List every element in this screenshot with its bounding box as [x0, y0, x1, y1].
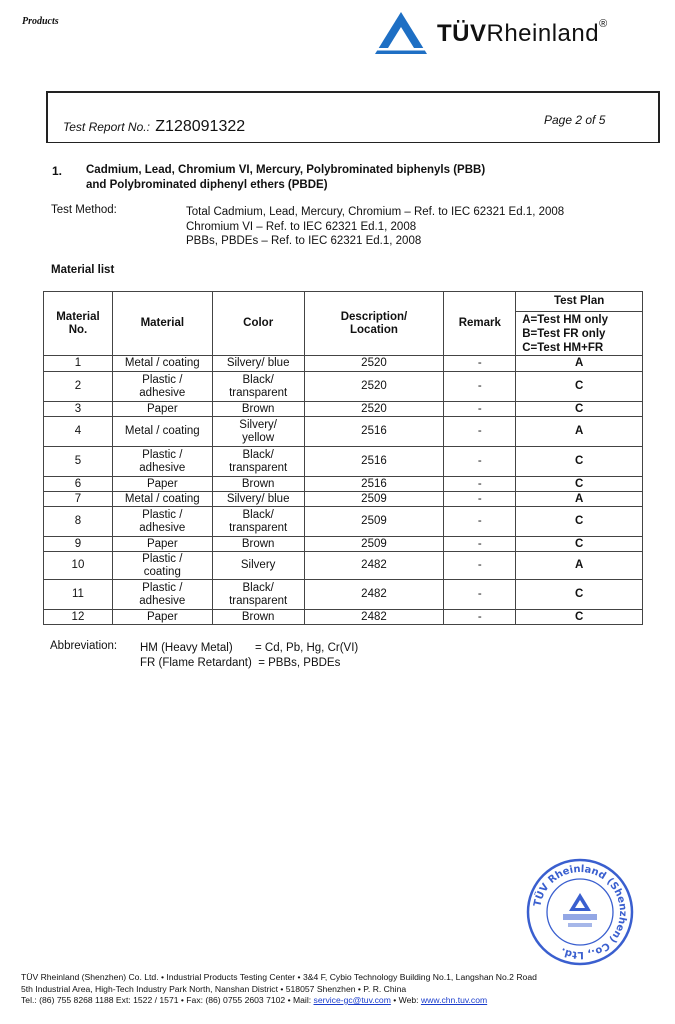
table-row: [44, 580, 643, 610]
cell-material: Metal / coating: [112, 356, 212, 372]
cell-no: 11: [44, 580, 113, 610]
cell-description: 2520: [304, 356, 444, 372]
cell-remark: -: [444, 552, 516, 580]
col-header-no: Material No.: [44, 292, 113, 356]
cell-description: 2516: [304, 417, 444, 447]
cell-test-plan: A: [516, 492, 643, 507]
cell-remark: -: [444, 537, 516, 552]
table-row: [44, 477, 643, 492]
test-method-lines: Total Cadmium, Lead, Mercury, Chromium – Ref. to IEC 62321 Ed.1, 2008 Chromium VI – Ref. to IEC 62321 Ed.1, 2008 PBBs, PBDEs – Ref. to IEC 62321 Ed.1, 2008: [186, 206, 565, 247]
cell-description: 2509: [304, 492, 444, 507]
cell-description: 2482: [304, 610, 444, 625]
cell-remark: -: [444, 447, 516, 477]
cell-color: Brown: [212, 537, 304, 552]
cell-test-plan: C: [516, 580, 643, 610]
cell-color: Brown: [212, 610, 304, 625]
abbreviation-list: HM (Heavy Metal) = Cd, Pb, Hg, Cr(VI) FR (Flame Retardant) = PBBs, PBDEs: [140, 642, 359, 669]
tuv-logo: [373, 8, 643, 58]
cell-test-plan: C: [516, 447, 643, 477]
report-number: Z128091322: [155, 118, 246, 135]
section-number: 1.: [52, 164, 63, 178]
cell-test-plan: C: [516, 402, 643, 417]
cell-no: 1: [44, 356, 113, 372]
cell-test-plan: A: [516, 552, 643, 580]
cell-remark: -: [444, 417, 516, 447]
section-title: Cadmium, Lead, Chromium VI, Mercury, Polybrominated biphenyls (PBB) and Polybrominated diphenyl ethers (PBDE): [86, 164, 486, 191]
cell-test-plan: C: [516, 507, 643, 537]
cell-material: Plastic / adhesive: [112, 447, 212, 477]
table-row: [44, 507, 643, 537]
cell-no: 5: [44, 447, 113, 477]
table-row: [44, 447, 643, 477]
cell-no: 6: [44, 477, 113, 492]
cell-material: Plastic / adhesive: [112, 507, 212, 537]
cell-color: Silvery/ yellow: [212, 417, 304, 447]
cell-remark: -: [444, 356, 516, 372]
table-row: [44, 372, 643, 402]
material-list-title: Material list: [51, 264, 115, 276]
col-header-color: Color: [212, 292, 304, 356]
cell-no: 8: [44, 507, 113, 537]
cell-color: Silvery/ blue: [212, 356, 304, 372]
cell-remark: -: [444, 610, 516, 625]
cell-description: 2516: [304, 447, 444, 477]
col-header-material: Material: [112, 292, 212, 356]
cell-material: Paper: [112, 477, 212, 492]
cell-color: Black/ transparent: [212, 507, 304, 537]
cell-no: 10: [44, 552, 113, 580]
footer-address: TÜV Rheinland (Shenzhen) Co. Ltd. • Industrial Products Testing Center • 3&4 F, Cybio Technology Building No.1, Langshan No.2 Road 5th Industrial Area, High-Tech Industry Park North, Nanshan District • 518057 Shenzhen • P. R. China Tel.: (86) 755 8268 1188 Ext: 1522 / 1571 • Fax: (86) 0755 2603 7102 • Mail: service-gc@tuv.com • Web: www.chn.tuv.com: [21, 972, 537, 1005]
page-indicator: Page 2 of 5: [544, 113, 606, 127]
mail-link[interactable]: service-gc@tuv.com: [313, 995, 391, 1005]
cell-no: 4: [44, 417, 113, 447]
col-header-test-plan: Test Plan A=Test HM only B=Test FR only C=Test HM+FR: [516, 292, 643, 356]
cell-color: Silvery/ blue: [212, 492, 304, 507]
cell-remark: -: [444, 402, 516, 417]
cell-material: Plastic / adhesive: [112, 372, 212, 402]
test-method-label: Test Method:: [51, 204, 117, 216]
cell-description: 2482: [304, 552, 444, 580]
cell-test-plan: C: [516, 477, 643, 492]
table-row: [44, 537, 643, 552]
cell-color: Brown: [212, 477, 304, 492]
cell-test-plan: A: [516, 417, 643, 447]
cell-description: 2509: [304, 507, 444, 537]
cell-material: Plastic / adhesive: [112, 580, 212, 610]
web-link[interactable]: www.chn.tuv.com: [420, 995, 488, 1005]
cell-no: 3: [44, 402, 113, 417]
brand-name: TÜVRheinland®: [437, 18, 608, 47]
cell-description: 2520: [304, 372, 444, 402]
cell-material: Paper: [112, 402, 212, 417]
cell-material: Paper: [112, 610, 212, 625]
cell-material: Plastic / coating: [112, 552, 212, 580]
cell-remark: -: [444, 372, 516, 402]
cell-test-plan: C: [516, 372, 643, 402]
table-row: [44, 492, 643, 507]
cell-no: 7: [44, 492, 113, 507]
cell-material: Metal / coating: [112, 417, 212, 447]
cell-remark: -: [444, 507, 516, 537]
cell-color: Silvery: [212, 552, 304, 580]
cell-material: Paper: [112, 537, 212, 552]
table-row: [44, 552, 643, 580]
cell-no: 2: [44, 372, 113, 402]
cell-no: 12: [44, 610, 113, 625]
svg-text:TÜV Rheinland (Shenzhen) Co.,: TÜV Rheinland (Shenzhen) Co., Ltd.: [532, 863, 629, 961]
material-table-body: [44, 356, 643, 625]
col-header-description: Description/ Location: [304, 292, 444, 356]
cell-remark: -: [444, 492, 516, 507]
abbreviation-label: Abbreviation:: [50, 640, 118, 652]
col-header-remark: Remark: [444, 292, 516, 356]
table-row: [44, 402, 643, 417]
cell-color: Brown: [212, 402, 304, 417]
cell-color: Black/ transparent: [212, 372, 304, 402]
products-label: Products: [22, 16, 59, 27]
cell-description: 2520: [304, 402, 444, 417]
cell-color: Black/ transparent: [212, 447, 304, 477]
material-table: [43, 291, 643, 625]
table-row: [44, 417, 643, 447]
table-row: [44, 356, 643, 372]
cell-description: 2509: [304, 537, 444, 552]
cell-no: 9: [44, 537, 113, 552]
cell-description: 2516: [304, 477, 444, 492]
cell-remark: -: [444, 580, 516, 610]
table-row: [44, 610, 643, 625]
cell-test-plan: C: [516, 537, 643, 552]
tuv-triangle-icon: [373, 10, 429, 56]
cell-material: Metal / coating: [112, 492, 212, 507]
report-number-label: Test Report No.: Z128091322: [63, 118, 246, 135]
cell-test-plan: A: [516, 356, 643, 372]
cell-test-plan: C: [516, 610, 643, 625]
cell-description: 2482: [304, 580, 444, 610]
cell-remark: -: [444, 477, 516, 492]
cell-color: Black/ transparent: [212, 580, 304, 610]
company-seal-stamp: [525, 857, 635, 967]
